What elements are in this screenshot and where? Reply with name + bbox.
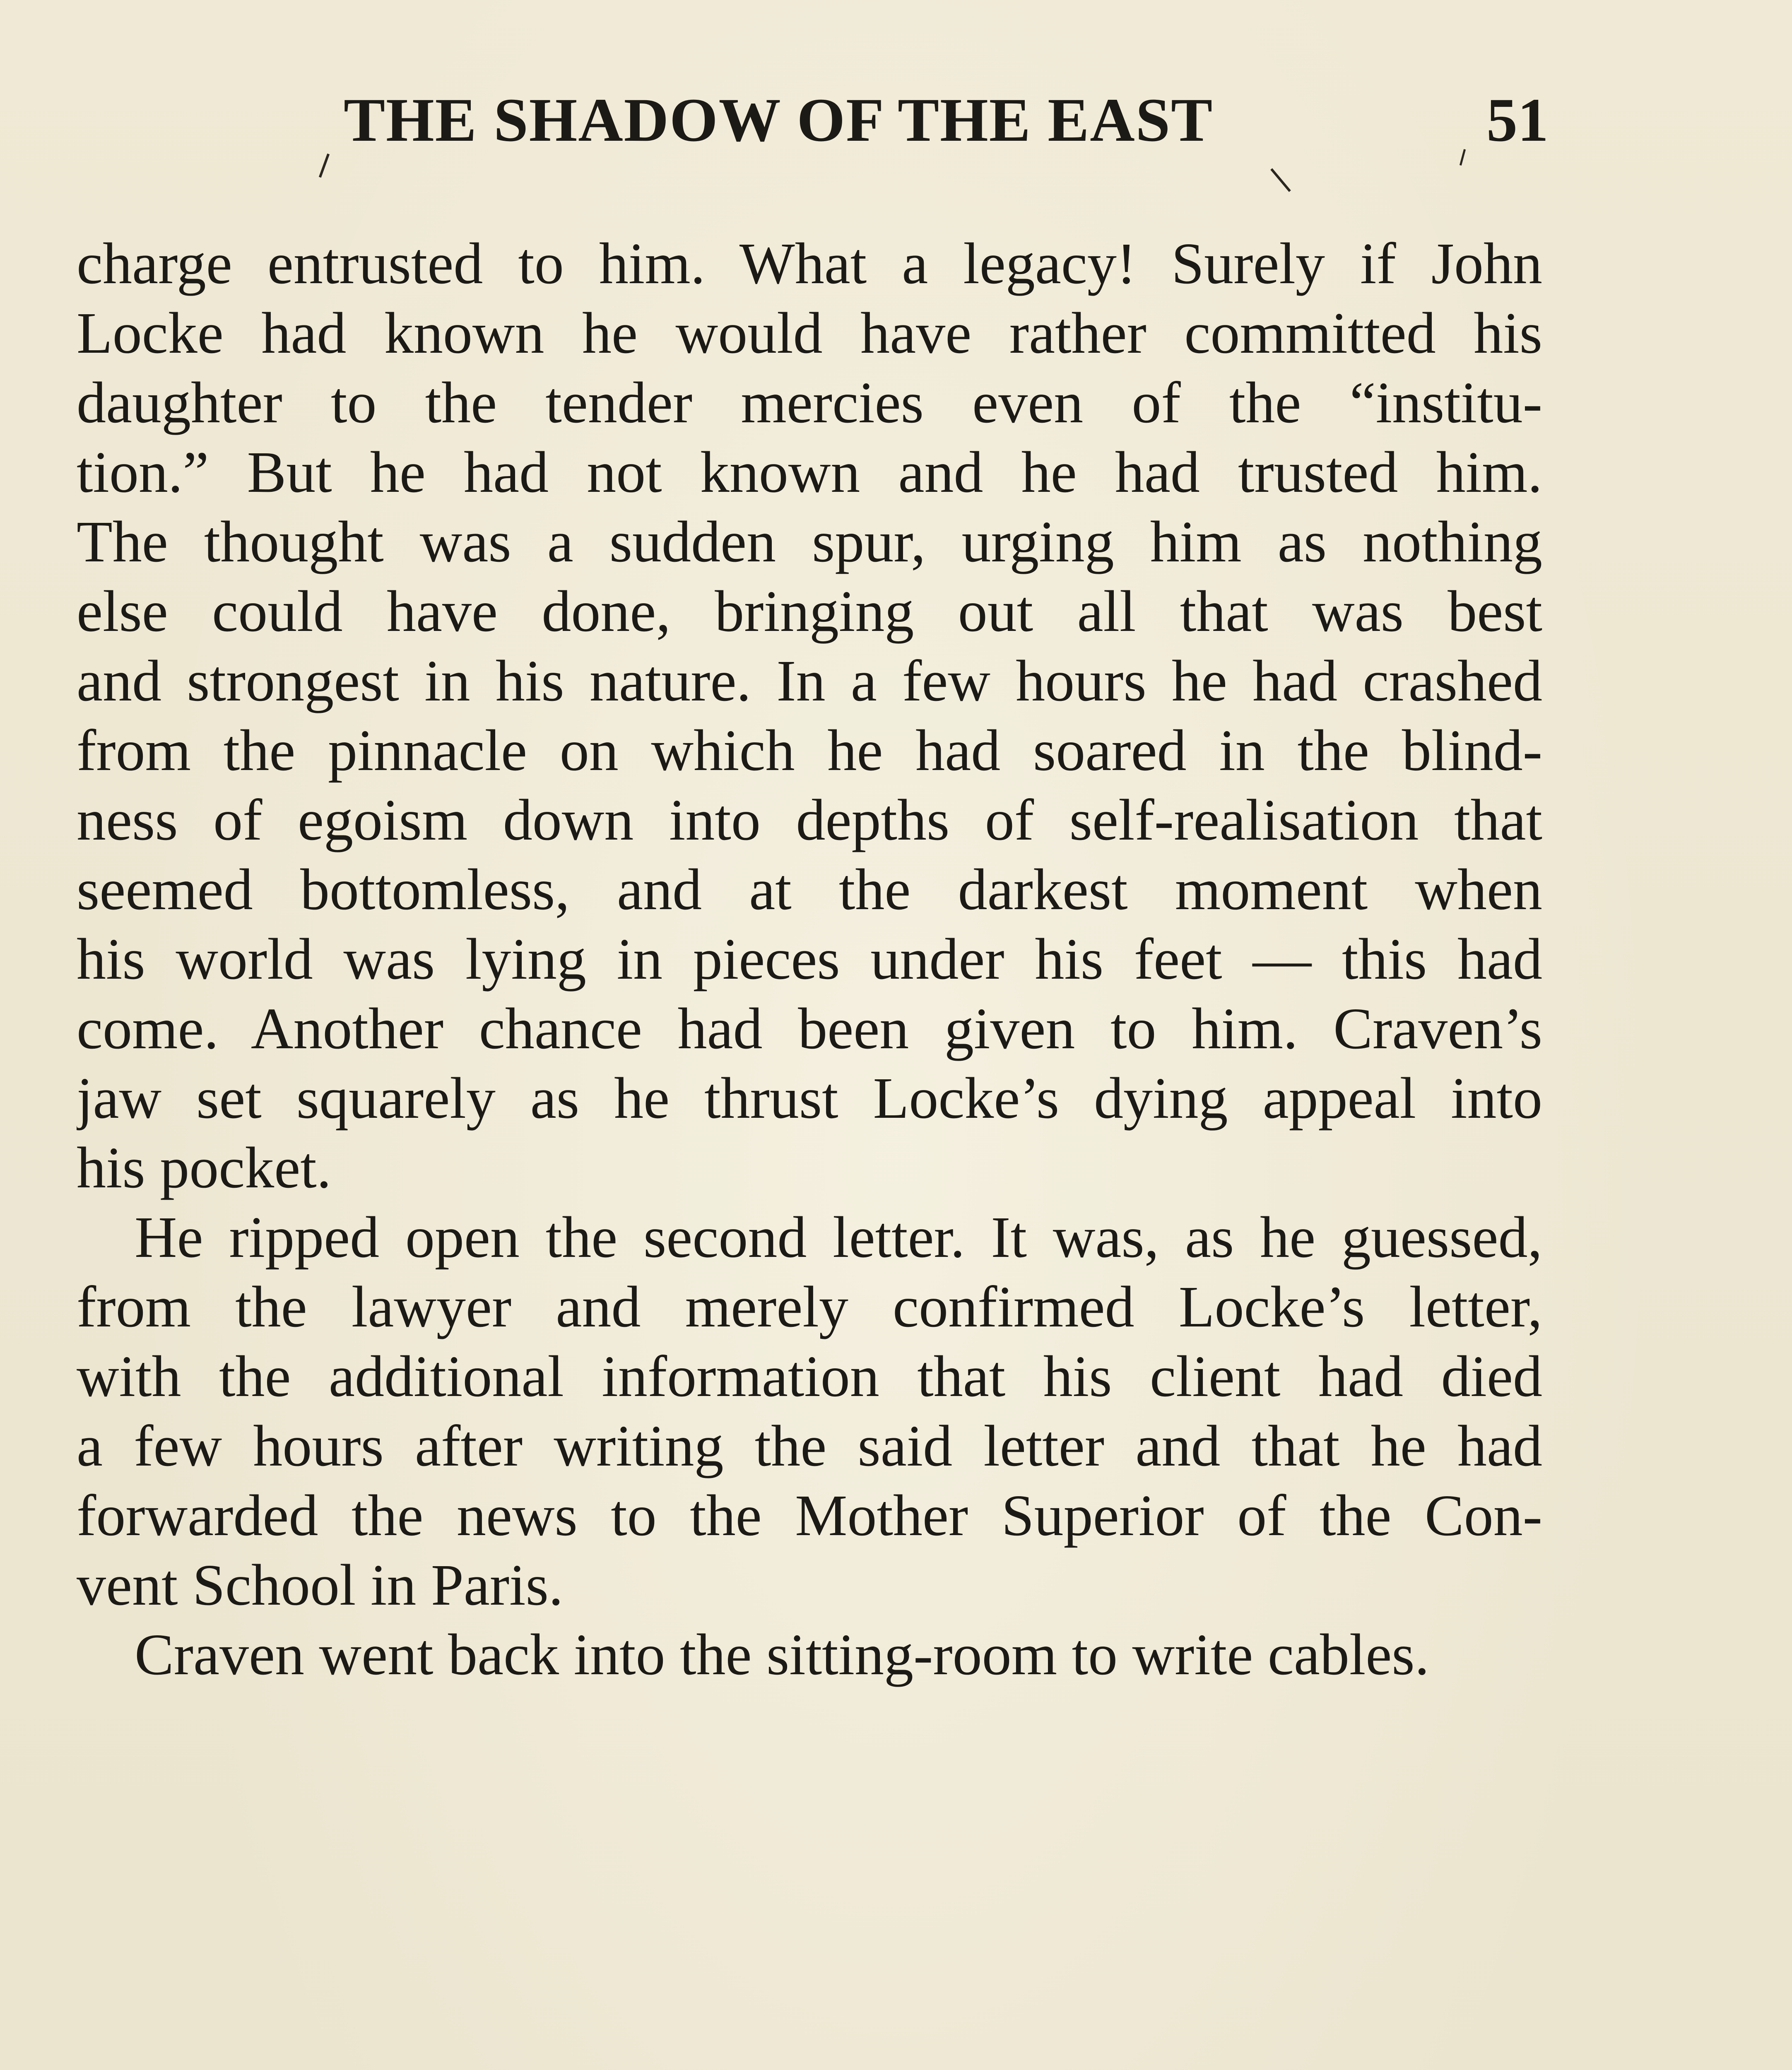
ink-speck <box>1460 149 1466 166</box>
text-line: He ripped open the second letter. It was, as he guessed, <box>135 1204 1542 1270</box>
text-line: seemed bottomless, and at the darkest moment when <box>77 857 1542 922</box>
ink-speck <box>319 154 330 178</box>
body-text <box>77 229 1542 1689</box>
text-line: The thought was a sudden spur, urging him as nothing <box>77 509 1542 574</box>
text-line: vent School in Paris. <box>77 1552 564 1617</box>
text-line: his pocket. <box>77 1135 332 1200</box>
text-line: and strongest in his nature. In a few hours he had crashed <box>77 648 1542 713</box>
text-line: forwarded the news to the Mother Superior of the Con- <box>77 1483 1542 1548</box>
text-line: his world was lying in pieces under his feet — this had <box>77 926 1542 992</box>
text-line: ness of egoism down into depths of self-realisation that <box>77 787 1542 852</box>
text-line: Craven went back into the sitting-room to write cables. <box>135 1622 1430 1687</box>
paragraph-3 <box>77 1620 1542 1689</box>
text-line: a few hours after writing the said letter and that he had <box>77 1413 1542 1478</box>
text-line: else could have done, bringing out all that was best <box>77 578 1542 644</box>
page-number: 51 <box>1486 86 1549 154</box>
ink-speck <box>1270 168 1291 192</box>
text-line: Locke had known he would have rather committed his <box>77 300 1542 366</box>
paragraph-2 <box>77 1202 1542 1620</box>
text-line: charge entrusted to him. What a legacy! Surely if John <box>77 231 1542 296</box>
text-line: come. Another chance had been given to him. Craven’s <box>77 996 1542 1061</box>
text-line: tion.” But he had not known and he had trusted him. <box>77 439 1542 505</box>
text-line: jaw set squarely as he thrust Locke’s dying appeal into <box>77 1065 1542 1131</box>
text-line: daughter to the tender mercies even of the “institu- <box>77 370 1542 435</box>
running-head-title: THE SHADOW OF THE EAST <box>344 86 1214 154</box>
text-line: from the lawyer and merely confirmed Locke’s letter, <box>77 1274 1542 1339</box>
text-line: from the pinnacle on which he had soared in the blind- <box>77 717 1542 783</box>
text-line: with the additional information that his client had died <box>77 1343 1542 1409</box>
paragraph-1 <box>77 229 1542 1202</box>
